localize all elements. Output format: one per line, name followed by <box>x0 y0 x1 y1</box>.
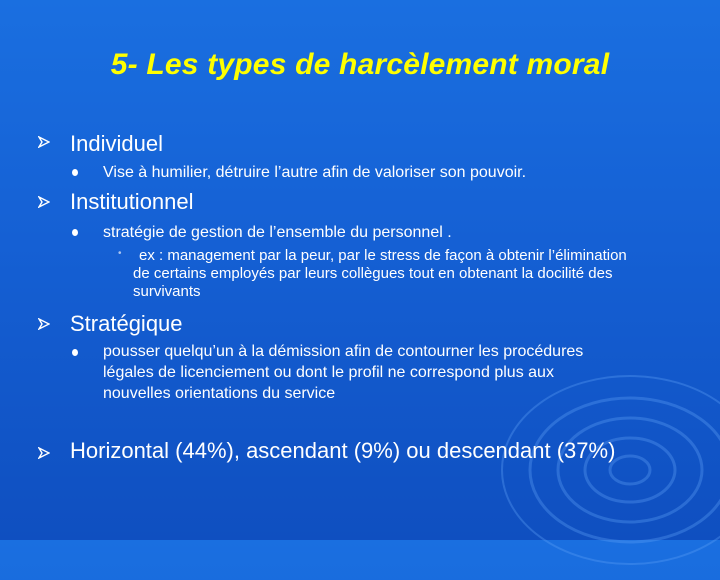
round-bullet-icon <box>72 349 78 356</box>
bullet-institutionnel: Institutionnel <box>70 189 194 214</box>
arrowhead-bullet-icon <box>38 318 50 330</box>
arrowhead-bullet-icon <box>38 136 50 148</box>
bullet-repartition: Horizontal (44%), ascendant (9%) ou descendant (37%) <box>70 438 616 463</box>
bullet-strategique: Stratégique <box>70 311 183 336</box>
arrowhead-bullet-icon <box>38 196 50 208</box>
slide-title: 5- Les types de harcèlement moral <box>110 48 610 81</box>
sub-bullet-individuel: Vise à humilier, détruire l’autre afin de valoriser son pouvoir. <box>103 164 527 181</box>
round-bullet-icon <box>72 169 78 176</box>
sub-bullet-strategique: pousser quelqu’un à la démission afin de contourner les procédures légales de licenciement ou dont le profil ne correspond plus aux nouvelles orientations du service <box>103 343 584 402</box>
sub-bullet-institutionnel: stratégie de gestion de l’ensemble du personnel . <box>103 224 452 241</box>
arrowhead-bullet-icon <box>38 447 50 459</box>
bullet-individuel: Individuel <box>70 131 163 156</box>
small-dot-bullet-icon: • <box>118 248 122 259</box>
sub-sub-bullet-example: ex : management par la peur, par le stress de façon à obtenir l’élimination de certains employés par leurs collègues tout en obtenant la docilité des survivants <box>133 247 627 300</box>
round-bullet-icon <box>72 229 78 236</box>
